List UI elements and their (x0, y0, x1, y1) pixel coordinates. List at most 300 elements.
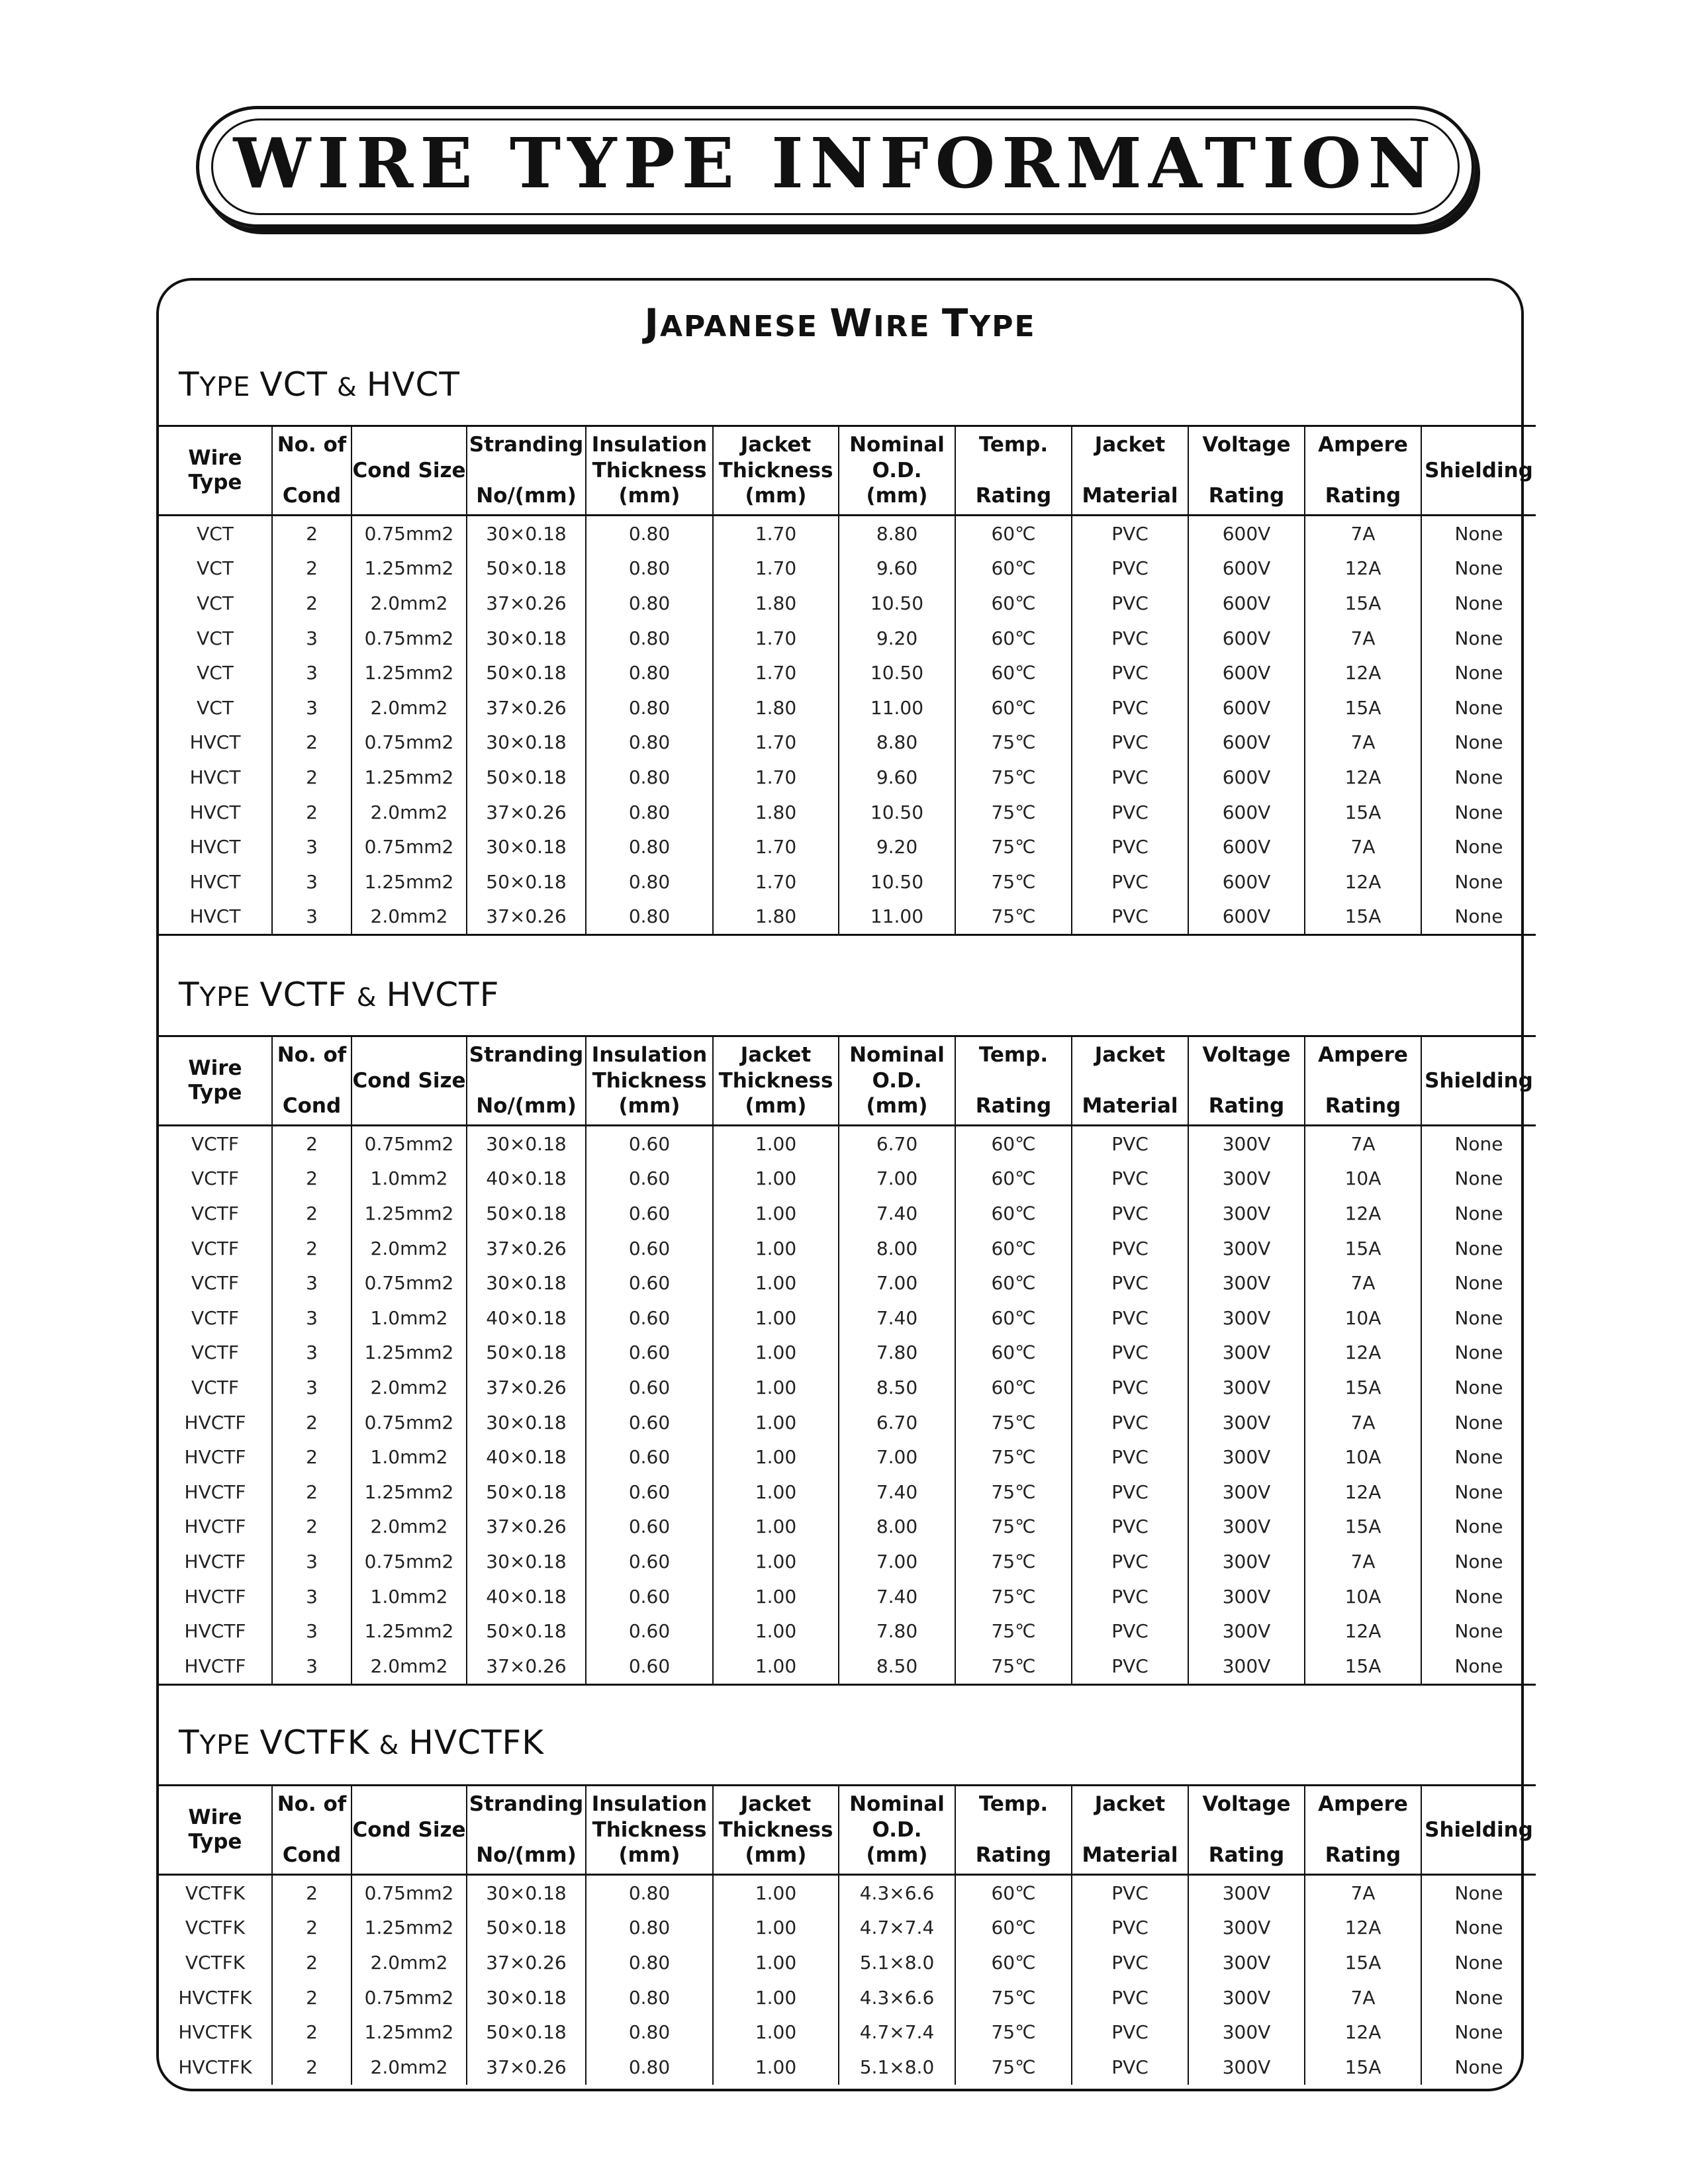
cell-nominal-od: 7.80 (839, 1336, 955, 1371)
cell-nominal-od: 7.40 (839, 1300, 955, 1336)
cell-temp-rating: 60℃ (955, 1370, 1072, 1405)
table-row (159, 1544, 1536, 1579)
cell-shielding: None (1421, 1405, 1536, 1440)
section-title-name-a: VCTFK (259, 1723, 370, 1762)
cell-shielding: None (1421, 551, 1536, 586)
cell-voltage-rating: 300V (1188, 1875, 1305, 1911)
header-no-of-cond-stack (273, 1792, 351, 1868)
header-no-of-cond-bottom: Cond (282, 1843, 342, 1867)
cell-wire-type: VCTF (191, 1376, 239, 1398)
cell-ampere-rating: 12A (1305, 864, 1421, 899)
cell-jacket-material: PVC (1072, 1649, 1188, 1684)
header-nominal-od (839, 1036, 955, 1126)
cell-ampere-rating: 12A (1305, 1336, 1421, 1371)
table-row (159, 586, 1536, 621)
header-insulation-thickness (586, 426, 713, 516)
table-row (159, 864, 1536, 899)
cell-stranding: 50×0.18 (467, 1911, 586, 1946)
cell-voltage-rating: 600V (1188, 760, 1305, 795)
cell-nominal-od: 7.00 (839, 1439, 955, 1475)
cell-cond-count: 2 (272, 795, 352, 830)
cell-wire-type: HVCT (189, 801, 241, 823)
header-stranding (467, 426, 586, 516)
cell-jacket-thickness: 1.00 (713, 1336, 839, 1371)
header-voltage-rating (1188, 1036, 1305, 1126)
header-insulation-thickness-line-3: (mm) (618, 1843, 680, 1867)
cell-cond-count: 3 (272, 1649, 352, 1684)
cell-wire-type: VCTF (191, 1306, 239, 1329)
table-row (159, 1439, 1536, 1475)
header-nominal-od-stack (839, 1043, 955, 1118)
cell-shielding: None (1421, 1649, 1536, 1684)
cell-jacket-thickness: 1.00 (713, 1161, 839, 1197)
header-voltage-rating (1188, 426, 1305, 516)
cell-jacket-thickness: 1.00 (713, 1475, 839, 1510)
table-row (159, 1614, 1536, 1649)
cell-wire-type: VCT (197, 522, 234, 545)
cell-wire-type: HVCTF (184, 1516, 246, 1538)
cell-wire-type: HVCT (189, 731, 241, 754)
cell-jacket-material: PVC (1072, 690, 1188, 725)
cell-cond-size: 0.75mm2 (352, 1405, 467, 1440)
header-stranding (467, 1786, 586, 1875)
table-row (159, 2050, 1536, 2085)
cell-cond-count: 2 (272, 1510, 352, 1545)
section-title-amp: & (379, 1731, 400, 1760)
section-title (179, 365, 460, 404)
header-voltage-rating-bottom: Rating (1208, 1094, 1285, 1118)
header-jacket-thickness-line-3: (mm) (745, 1094, 807, 1118)
panel-title-part: YPE (969, 310, 1036, 343)
cell-cond-count: 3 (272, 690, 352, 725)
cell-temp-rating: 60℃ (955, 621, 1072, 656)
header-jacket-thickness-line-3: (mm) (745, 484, 807, 508)
cell-jacket-material: PVC (1072, 1579, 1188, 1614)
cell-insulation-thickness: 0.60 (586, 1196, 713, 1231)
cell-shielding: None (1421, 795, 1536, 830)
table-row (159, 1370, 1536, 1405)
cell-stranding: 37×0.26 (467, 586, 586, 621)
cell-ampere-rating: 7A (1305, 1544, 1421, 1579)
cell-cond-size: 1.25mm2 (352, 551, 467, 586)
table-row (159, 1126, 1536, 1161)
header-temp-rating-top: Temp. (978, 1043, 1049, 1067)
table-row (159, 516, 1536, 551)
table-row (159, 690, 1536, 725)
cell-ampere-rating: 15A (1305, 1945, 1421, 1980)
cell-cond-count: 3 (272, 864, 352, 899)
cell-shielding: None (1421, 1614, 1536, 1649)
cell-cond-size: 2.0mm2 (352, 690, 467, 725)
panel-title-part: W (829, 300, 874, 345)
cell-cond-count: 3 (272, 1614, 352, 1649)
cell-jacket-thickness: 1.70 (713, 864, 839, 899)
cell-wire-type: VCTF (191, 1202, 239, 1224)
cell-voltage-rating: 600V (1188, 795, 1305, 830)
section-title-amp: & (337, 373, 357, 402)
cell-cond-size: 1.25mm2 (352, 655, 467, 690)
header-temp-rating (955, 1786, 1072, 1875)
cell-cond-count: 3 (272, 899, 352, 935)
header-voltage-rating-stack (1189, 433, 1304, 508)
section-title (179, 1723, 544, 1762)
cell-shielding: None (1421, 1370, 1536, 1405)
cell-shielding: None (1421, 1126, 1536, 1161)
cell-cond-size: 1.25mm2 (352, 1614, 467, 1649)
header-jacket-thickness (713, 1786, 839, 1875)
header-temp-rating-bottom: Rating (975, 1843, 1052, 1867)
cell-cond-count: 2 (272, 1980, 352, 2015)
cell-shielding: None (1421, 725, 1536, 760)
header-insulation-thickness-stack (586, 1043, 712, 1118)
cell-cond-size: 0.75mm2 (352, 1980, 467, 2015)
cell-shielding: None (1421, 621, 1536, 656)
cell-cond-size: 2.0mm2 (352, 1510, 467, 1545)
cell-ampere-rating: 15A (1305, 1231, 1421, 1266)
cell-shielding: None (1421, 1336, 1536, 1371)
cell-cond-count: 3 (272, 1370, 352, 1405)
cell-cond-size: 1.25mm2 (352, 1336, 467, 1371)
cell-insulation-thickness: 0.60 (586, 1370, 713, 1405)
cell-cond-size: 1.0mm2 (352, 1439, 467, 1475)
header-ampere-rating-stack (1305, 1043, 1421, 1118)
cell-jacket-thickness: 1.00 (713, 1196, 839, 1231)
cell-cond-size: 0.75mm2 (352, 621, 467, 656)
cell-shielding: None (1421, 586, 1536, 621)
header-wire-type-label: Wire Type (188, 1056, 242, 1105)
cell-stranding: 30×0.18 (467, 725, 586, 760)
cell-insulation-thickness: 0.60 (586, 1475, 713, 1510)
cell-jacket-material: PVC (1072, 1370, 1188, 1405)
cell-wire-type: HVCT (189, 766, 241, 788)
cell-cond-size: 0.75mm2 (352, 1544, 467, 1579)
header-jacket-thickness-line-2: Thickness (718, 458, 833, 482)
cell-voltage-rating: 300V (1188, 1370, 1305, 1405)
cell-jacket-thickness: 1.80 (713, 899, 839, 935)
cell-cond-count: 3 (272, 621, 352, 656)
cell-jacket-material: PVC (1072, 1126, 1188, 1161)
cell-cond-size: 1.25mm2 (352, 1475, 467, 1510)
header-stranding-stack (467, 433, 585, 508)
table-row (159, 1980, 1536, 2015)
header-jacket-thickness (713, 426, 839, 516)
header-jacket-thickness (713, 1036, 839, 1126)
cell-insulation-thickness: 0.80 (586, 516, 713, 551)
cell-stranding: 37×0.26 (467, 690, 586, 725)
cell-nominal-od: 5.1×8.0 (839, 1945, 955, 1980)
cell-nominal-od: 9.60 (839, 760, 955, 795)
table-body (159, 516, 1536, 935)
section-title-ype: YPE (199, 372, 251, 402)
cell-cond-count: 2 (272, 1945, 352, 1980)
header-ampere-rating-top: Ampere (1318, 433, 1408, 457)
header-insulation-thickness-line-1: Insulation (591, 1792, 708, 1816)
cell-nominal-od: 7.40 (839, 1579, 955, 1614)
table-row (159, 1196, 1536, 1231)
header-jacket-material-bottom: Material (1082, 484, 1178, 508)
cell-cond-size: 1.25mm2 (352, 1911, 467, 1946)
section-title-name-a: VCT (259, 365, 328, 404)
cell-insulation-thickness: 0.80 (586, 760, 713, 795)
header-voltage-rating-top: Voltage (1202, 433, 1291, 457)
cell-jacket-thickness: 1.80 (713, 586, 839, 621)
cell-insulation-thickness: 0.80 (586, 2050, 713, 2085)
cell-shielding: None (1421, 899, 1536, 935)
cell-stranding: 50×0.18 (467, 1614, 586, 1649)
table-row (159, 725, 1536, 760)
cell-shielding: None (1421, 760, 1536, 795)
cell-cond-count: 2 (272, 1231, 352, 1266)
panel-title-part: T (941, 300, 970, 345)
cell-cond-size: 0.75mm2 (352, 1126, 467, 1161)
header-cond-size-label: Cond Size (352, 458, 466, 482)
cell-ampere-rating: 12A (1305, 760, 1421, 795)
cell-insulation-thickness: 0.80 (586, 690, 713, 725)
cell-stranding: 50×0.18 (467, 655, 586, 690)
cell-temp-rating: 75℃ (955, 760, 1072, 795)
cell-wire-type: HVCTF (184, 1411, 246, 1433)
header-voltage-rating-stack (1189, 1043, 1304, 1118)
cell-ampere-rating: 10A (1305, 1300, 1421, 1336)
cell-cond-size: 1.25mm2 (352, 864, 467, 899)
cell-insulation-thickness: 0.80 (586, 829, 713, 864)
header-jacket-thickness-line-1: Jacket (740, 1043, 812, 1067)
cell-voltage-rating: 300V (1188, 1405, 1305, 1440)
cell-shielding: None (1421, 1439, 1536, 1475)
header-insulation-thickness-line-2: Thickness (592, 1817, 707, 1842)
header-ampere-rating-top: Ampere (1318, 1043, 1408, 1067)
cell-ampere-rating: 7A (1305, 1126, 1421, 1161)
header-stranding-top: Stranding (469, 1043, 584, 1067)
wire-spec-table (159, 1784, 1536, 2085)
cell-insulation-thickness: 0.80 (586, 864, 713, 899)
cell-ampere-rating: 15A (1305, 1649, 1421, 1684)
cell-wire-type: HVCTF (184, 1585, 246, 1608)
cell-cond-count: 3 (272, 655, 352, 690)
cell-nominal-od: 7.00 (839, 1265, 955, 1300)
cell-cond-count: 3 (272, 1336, 352, 1371)
cell-insulation-thickness: 0.60 (586, 1336, 713, 1371)
cell-jacket-material: PVC (1072, 725, 1188, 760)
header-insulation-thickness (586, 1036, 713, 1126)
cell-wire-type: VCTF (191, 1272, 239, 1295)
cell-jacket-thickness: 1.00 (713, 1875, 839, 1911)
cell-wire-type: HVCTF (159, 1649, 272, 1684)
cell-jacket-material: PVC (1072, 1161, 1188, 1197)
cell-shielding: None (1421, 1265, 1536, 1300)
cell-wire-type: HVCTF (184, 1480, 246, 1503)
cell-voltage-rating: 600V (1188, 586, 1305, 621)
cell-jacket-material: PVC (1072, 1231, 1188, 1266)
table-header (159, 1036, 1536, 1126)
table-row (159, 1231, 1536, 1266)
header-jacket-material-stack (1072, 1043, 1188, 1118)
cell-jacket-material: PVC (1072, 586, 1188, 621)
header-insulation-thickness (586, 1786, 713, 1875)
cell-cond-count: 3 (272, 829, 352, 864)
cell-stranding: 40×0.18 (467, 1579, 586, 1614)
cell-cond-size: 2.0mm2 (352, 2050, 467, 2085)
cell-shielding: None (1421, 829, 1536, 864)
header-wire-type (159, 1036, 272, 1126)
cell-ampere-rating: 15A (1305, 1370, 1421, 1405)
cell-cond-count: 3 (272, 1300, 352, 1336)
header-shielding-label: Shielding (1425, 1817, 1533, 1842)
header-jacket-material-top: Jacket (1094, 433, 1166, 457)
cell-wire-type: VCTFK (185, 1882, 246, 1904)
cell-voltage-rating: 300V (1188, 2050, 1305, 2085)
header-nominal-od-line-3: (mm) (866, 1094, 928, 1118)
cell-ampere-rating: 15A (1305, 2050, 1421, 2085)
header-nominal-od-stack (839, 1792, 955, 1868)
cell-voltage-rating: 300V (1188, 1945, 1305, 1980)
cell-temp-rating: 75℃ (955, 899, 1072, 935)
header-insulation-thickness-stack (586, 433, 712, 508)
cell-cond-count: 2 (272, 2015, 352, 2050)
table-row (159, 1649, 1536, 1684)
cell-temp-rating: 60℃ (955, 586, 1072, 621)
header-temp-rating-top: Temp. (978, 1792, 1049, 1816)
cell-temp-rating: 75℃ (955, 1510, 1072, 1545)
cell-nominal-od: 4.3×6.6 (839, 1875, 955, 1911)
cell-jacket-material: PVC (1072, 1300, 1188, 1336)
cell-insulation-thickness: 0.80 (586, 1980, 713, 2015)
cell-voltage-rating: 600V (1188, 829, 1305, 864)
cell-wire-type: HVCT (189, 870, 241, 893)
header-wire-type-label: Wire Type (188, 1805, 242, 1854)
cell-stranding: 30×0.18 (467, 829, 586, 864)
table-row (159, 1510, 1536, 1545)
header-insulation-thickness-line-3: (mm) (618, 484, 680, 508)
header-nominal-od-line-2: O.D. (872, 1817, 922, 1842)
cell-cond-size: 1.25mm2 (352, 760, 467, 795)
header-temp-rating-stack (956, 1043, 1071, 1118)
cell-shielding: None (1421, 2015, 1536, 2050)
cell-ampere-rating: 15A (1305, 1510, 1421, 1545)
table-header (159, 426, 1536, 516)
cell-insulation-thickness: 0.60 (586, 1439, 713, 1475)
cell-cond-count: 2 (272, 516, 352, 551)
cell-cond-count: 2 (272, 2050, 352, 2085)
cell-shielding: None (1421, 1875, 1536, 1911)
cell-cond-count: 2 (272, 1475, 352, 1510)
cell-stranding: 50×0.18 (467, 551, 586, 586)
cell-cond-size: 0.75mm2 (352, 1265, 467, 1300)
table-row (159, 621, 1536, 656)
cell-voltage-rating: 600V (1188, 655, 1305, 690)
cell-insulation-thickness: 0.60 (586, 1405, 713, 1440)
cell-stranding: 37×0.26 (467, 2050, 586, 2085)
cell-jacket-material: PVC (1072, 516, 1188, 551)
cell-temp-rating: 75℃ (955, 725, 1072, 760)
header-shielding-label: Shielding (1425, 458, 1533, 482)
table-row (159, 1161, 1536, 1197)
table-body (159, 1875, 1536, 2085)
cell-ampere-rating: 10A (1305, 1579, 1421, 1614)
cell-nominal-od: 6.70 (839, 1405, 955, 1440)
table-row (159, 760, 1536, 795)
header-temp-rating (955, 1036, 1072, 1126)
cell-wire-type: HVCTFK (178, 1986, 252, 2009)
table-header-row (159, 1036, 1536, 1126)
header-insulation-thickness-line-3: (mm) (618, 1094, 680, 1118)
header-no-of-cond-stack (273, 433, 351, 508)
cell-insulation-thickness: 0.60 (586, 1126, 713, 1161)
cell-temp-rating: 60℃ (955, 690, 1072, 725)
cell-nominal-od: 5.1×8.0 (839, 2050, 955, 2085)
cell-temp-rating: 75℃ (955, 1544, 1072, 1579)
cell-stranding: 40×0.18 (467, 1300, 586, 1336)
cell-nominal-od: 10.50 (839, 864, 955, 899)
cell-stranding: 50×0.18 (467, 1336, 586, 1371)
cell-temp-rating: 75℃ (955, 1475, 1072, 1510)
cell-cond-size: 2.0mm2 (352, 1649, 467, 1684)
cell-wire-type: VCTF (191, 1132, 239, 1155)
cell-jacket-thickness: 1.00 (713, 1911, 839, 1946)
header-ampere-rating-top: Ampere (1318, 1792, 1408, 1816)
cell-voltage-rating: 300V (1188, 1196, 1305, 1231)
cell-jacket-thickness: 1.00 (713, 1579, 839, 1614)
cell-temp-rating: 60℃ (955, 1161, 1072, 1197)
cell-wire-type: VCT (197, 696, 234, 719)
cell-jacket-material: PVC (1072, 1980, 1188, 2015)
header-insulation-thickness-line-1: Insulation (591, 433, 708, 457)
cell-insulation-thickness: 0.80 (586, 655, 713, 690)
cell-nominal-od: 10.50 (839, 586, 955, 621)
cell-ampere-rating: 12A (1305, 655, 1421, 690)
cell-nominal-od: 8.00 (839, 1231, 955, 1266)
cell-cond-size: 0.75mm2 (352, 516, 467, 551)
wire-spec-table (159, 425, 1536, 936)
cell-jacket-material: PVC (1072, 1544, 1188, 1579)
cell-wire-type: VCTF (191, 1342, 239, 1364)
cell-nominal-od: 4.3×6.6 (839, 1980, 955, 2015)
cell-jacket-material: PVC (1072, 1875, 1188, 1911)
cell-temp-rating: 60℃ (955, 1126, 1072, 1161)
header-voltage-rating-bottom: Rating (1208, 1843, 1285, 1867)
cell-jacket-thickness: 1.70 (713, 760, 839, 795)
cell-jacket-thickness: 1.00 (713, 1649, 839, 1684)
header-voltage-rating-top: Voltage (1202, 1043, 1291, 1067)
header-shielding (1421, 426, 1536, 516)
cell-jacket-thickness: 1.00 (713, 1945, 839, 1980)
cell-jacket-material: PVC (1072, 1336, 1188, 1371)
header-ampere-rating-bottom: Rating (1325, 484, 1401, 508)
cell-wire-type: VCT (197, 627, 234, 649)
cell-stranding: 37×0.26 (467, 899, 586, 935)
header-shielding (1421, 1786, 1536, 1875)
cell-jacket-thickness: 1.80 (713, 795, 839, 830)
cell-nominal-od: 4.7×7.4 (839, 1911, 955, 1946)
cell-ampere-rating: 15A (1305, 795, 1421, 830)
header-jacket-thickness-line-1: Jacket (740, 1792, 812, 1816)
cell-insulation-thickness: 0.80 (586, 2015, 713, 2050)
cell-temp-rating: 60℃ (955, 1231, 1072, 1266)
header-insulation-thickness-line-1: Insulation (591, 1043, 708, 1067)
cell-temp-rating: 75℃ (955, 1614, 1072, 1649)
header-jacket-thickness-stack (714, 1792, 838, 1868)
header-voltage-rating-bottom: Rating (1208, 484, 1285, 508)
header-nominal-od-line-2: O.D. (872, 458, 922, 482)
cell-insulation-thickness: 0.80 (586, 551, 713, 586)
section-title (179, 976, 499, 1014)
cell-nominal-od: 9.60 (839, 551, 955, 586)
cell-insulation-thickness: 0.60 (586, 1614, 713, 1649)
cell-insulation-thickness: 0.60 (586, 1579, 713, 1614)
header-stranding-bottom: No/(mm) (476, 484, 577, 508)
cell-shielding: None (1421, 1196, 1536, 1231)
cell-cond-size: 2.0mm2 (352, 1231, 467, 1266)
